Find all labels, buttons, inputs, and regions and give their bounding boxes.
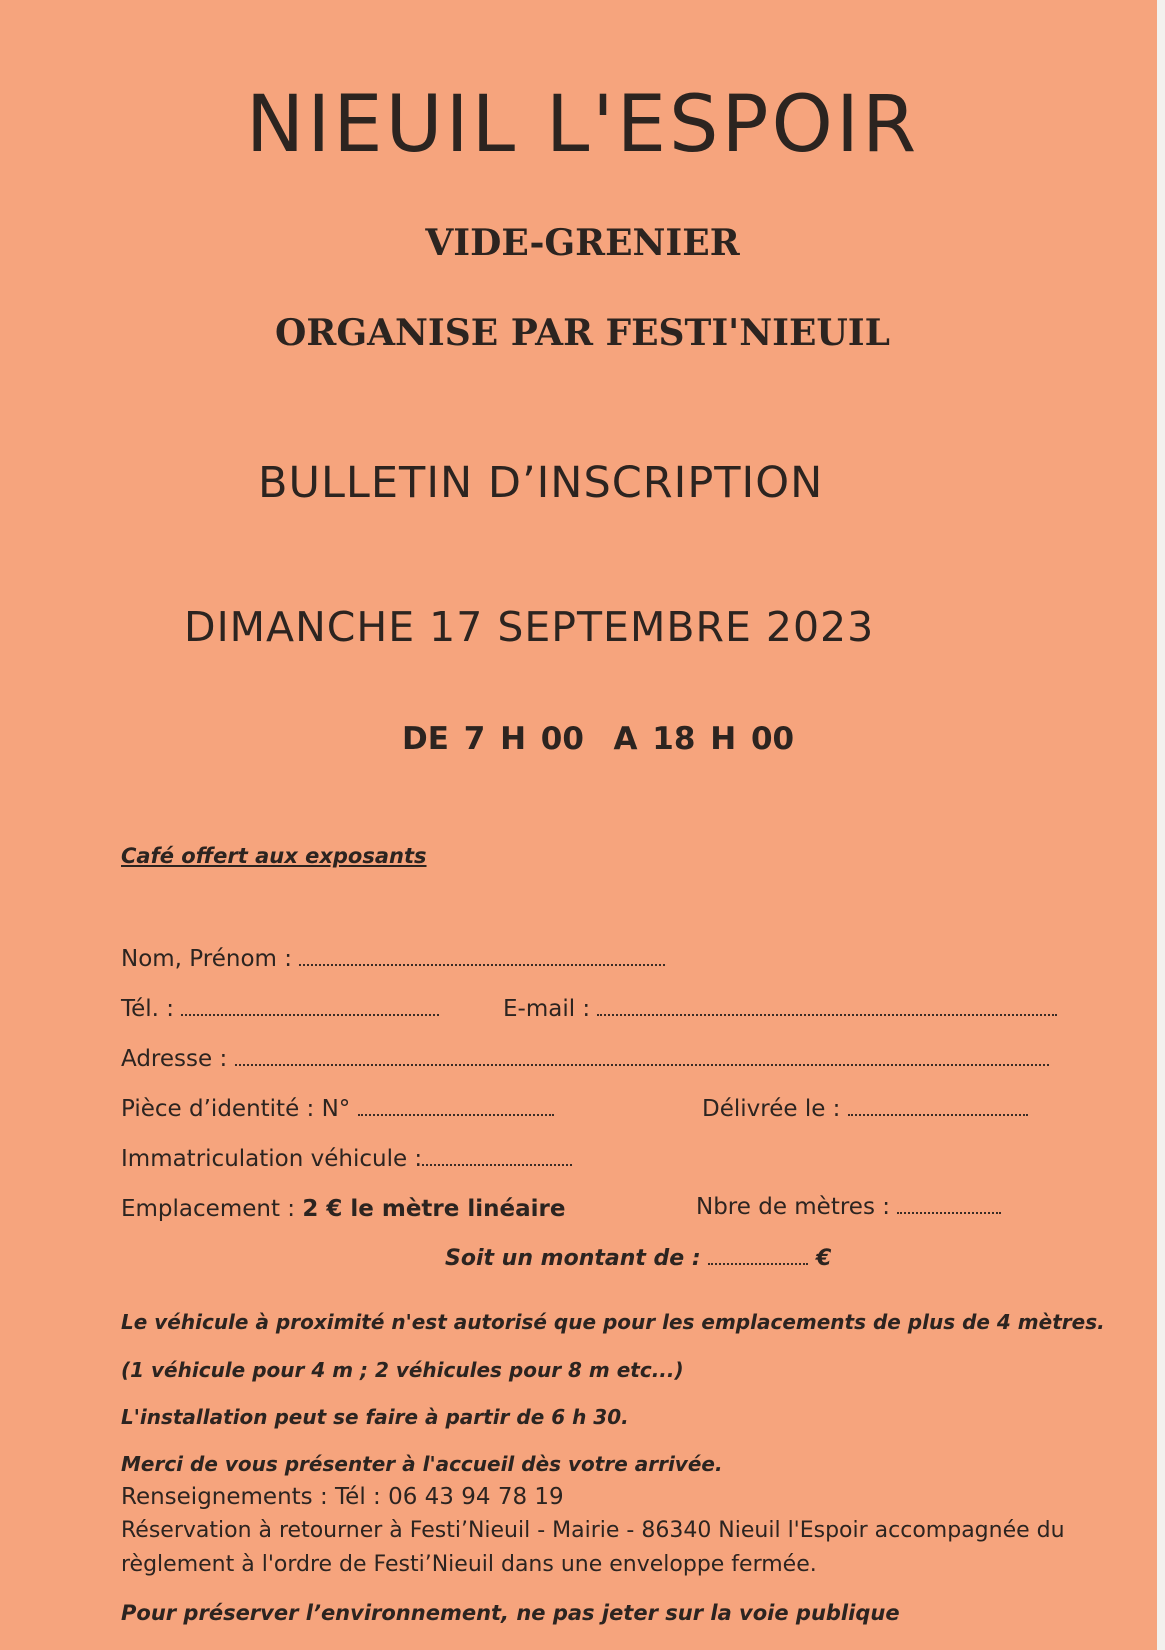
id-row [121,1096,554,1122]
form-heading: BULLETIN D’INSCRIPTION [258,458,824,508]
meters-row [696,1194,1001,1220]
name-label: Nom, Prénom : [121,946,292,972]
name-row [121,946,665,972]
address-row [121,1046,1049,1072]
total-label: Soit un montant de : [445,1246,701,1271]
info-phone: Renseignements : Tél : 06 43 94 78 19 [121,1484,564,1510]
total-row [445,1245,831,1271]
id-field[interactable] [358,1096,554,1116]
event-hours: DE 7 H 00 A 18 H 00 [402,721,795,757]
event-type: VIDE-GRENIER [425,222,740,264]
plate-field[interactable] [422,1146,572,1166]
address-label: Adresse : [121,1046,228,1072]
environment-note: Pour préserver l’environnement, ne pas jeter sur la voie publique [121,1601,900,1625]
plate-row [121,1146,572,1172]
email-row [503,996,1057,1022]
organizer: ORGANISE PAR FESTI'NIEUIL [275,312,890,354]
tel-label: Tél. : [121,996,175,1022]
id-label: Pièce d’identité : N° [121,1096,351,1122]
install-note: L'installation peut se faire à partir de 6 h 30. [121,1405,629,1429]
meters-field[interactable] [897,1194,1001,1214]
vehicle-ratio-note: (1 véhicule pour 4 m ; 2 véhicules pour 8 m etc...) [121,1358,684,1382]
issued-label: Délivrée le : [702,1096,841,1122]
reservation-line-2: règlement à l'ordre de Festi’Nieuil dans une enveloppe fermée. [121,1552,817,1577]
issued-field[interactable] [848,1096,1028,1116]
email-field[interactable] [597,996,1057,1016]
cafe-note: Café offert aux exposants [121,844,427,868]
issued-row [702,1096,1028,1122]
price-info: 2 € le mètre linéaire [302,1196,566,1222]
name-field[interactable] [299,946,665,966]
page-title: NIEUIL L'ESPOIR [245,80,920,170]
reservation-line-1: Réservation à retourner à Festi’Nieuil - Mairie - 86340 Nieuil l'Espoir accompagnée du [121,1518,1065,1543]
event-date: DIMANCHE 17 SEPTEMBRE 2023 [184,603,875,651]
vehicle-note: Le véhicule à proximité n'est autorisé que pour les emplacements de plus de 4 mètres. [121,1310,1105,1334]
tel-row [121,996,439,1022]
plate-label: Immatriculation véhicule : [121,1146,423,1172]
currency-symbol: € [816,1246,832,1271]
welcome-note: Merci de vous présenter à l'accueil dès votre arrivée. [121,1452,723,1476]
location-label: Emplacement : [121,1196,296,1222]
email-label: E-mail : [503,996,591,1022]
location-row [121,1196,565,1222]
tel-field[interactable] [181,996,439,1016]
meters-label: Nbre de mètres : [696,1194,890,1220]
total-field[interactable] [708,1245,808,1265]
address-field[interactable] [235,1046,1049,1066]
